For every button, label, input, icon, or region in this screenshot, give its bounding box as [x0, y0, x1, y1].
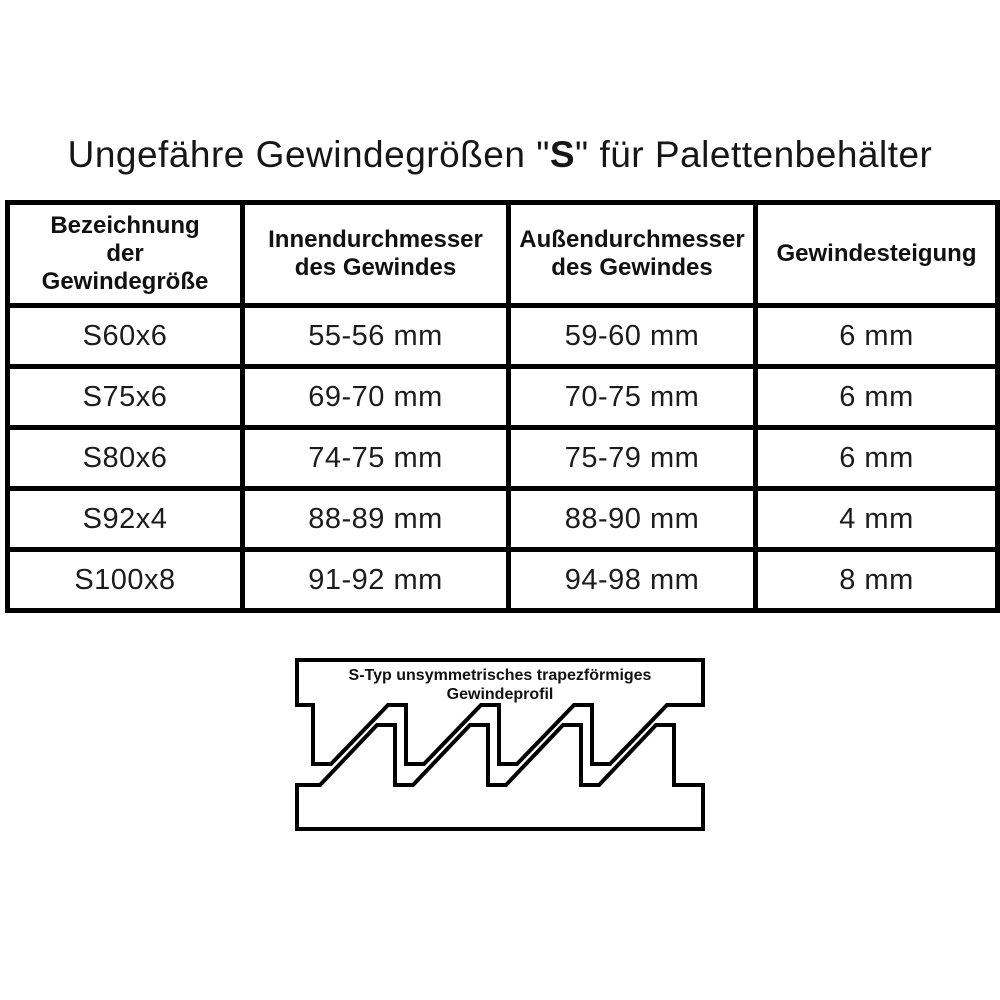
thread-profile-svg: [293, 655, 707, 833]
title-s-emphasis: S: [549, 134, 576, 175]
header-line: Innendurchmesser: [268, 226, 483, 253]
cell-outer-diameter: 70-75 mm: [509, 367, 756, 428]
header-line: des Gewindes: [551, 254, 713, 281]
thread-profile-diagram: [293, 655, 707, 833]
cell-outer-diameter: 75-79 mm: [509, 428, 756, 489]
cell-inner-diameter: 88-89 mm: [243, 489, 509, 550]
col-header-outer-diameter: [509, 203, 756, 306]
cell-size: S75x6: [8, 367, 243, 428]
cell-size: S60x6: [8, 306, 243, 367]
header-line: Gewindesteigung: [776, 240, 977, 267]
cell-pitch: 6 mm: [756, 306, 998, 367]
thread-size-table: [5, 200, 1000, 613]
header-line: Außendurchmesser: [519, 226, 745, 253]
cell-pitch: 8 mm: [756, 550, 998, 611]
page-title: [0, 134, 1000, 176]
header-line: der: [106, 240, 144, 267]
cell-inner-diameter: 74-75 mm: [243, 428, 509, 489]
cell-size: S100x8: [8, 550, 243, 611]
table-row: [8, 367, 998, 428]
table-row: [8, 428, 998, 489]
header-line: Gewindegröße: [41, 268, 209, 295]
cell-outer-diameter: 88-90 mm: [509, 489, 756, 550]
table-row: [8, 550, 998, 611]
cell-inner-diameter: 69-70 mm: [243, 367, 509, 428]
title-text-suffix: " für Palettenbehälter: [575, 134, 933, 175]
cell-size: S92x4: [8, 489, 243, 550]
diagram-label-line1: S-Typ unsymmetrisches trapezförmiges: [348, 667, 652, 684]
cell-inner-diameter: 91-92 mm: [243, 550, 509, 611]
diagram-label-line2: Gewindeprofil: [446, 686, 554, 703]
cell-outer-diameter: 94-98 mm: [509, 550, 756, 611]
cell-pitch: 6 mm: [756, 367, 998, 428]
cell-outer-diameter: 59-60 mm: [509, 306, 756, 367]
cell-inner-diameter: 55-56 mm: [243, 306, 509, 367]
title-text-prefix: Ungefähre Gewindegrößen ": [67, 134, 550, 175]
header-line: Bezeichnung: [50, 212, 200, 239]
col-header-inner-diameter: [243, 203, 509, 306]
cell-pitch: 4 mm: [756, 489, 998, 550]
table-header-row: [8, 203, 998, 306]
cell-size: S80x6: [8, 428, 243, 489]
col-header-designation: [8, 203, 243, 306]
header-line: des Gewindes: [294, 254, 457, 281]
table-row: [8, 306, 998, 367]
col-header-pitch: [756, 203, 998, 306]
table-row: [8, 489, 998, 550]
cell-pitch: 6 mm: [756, 428, 998, 489]
